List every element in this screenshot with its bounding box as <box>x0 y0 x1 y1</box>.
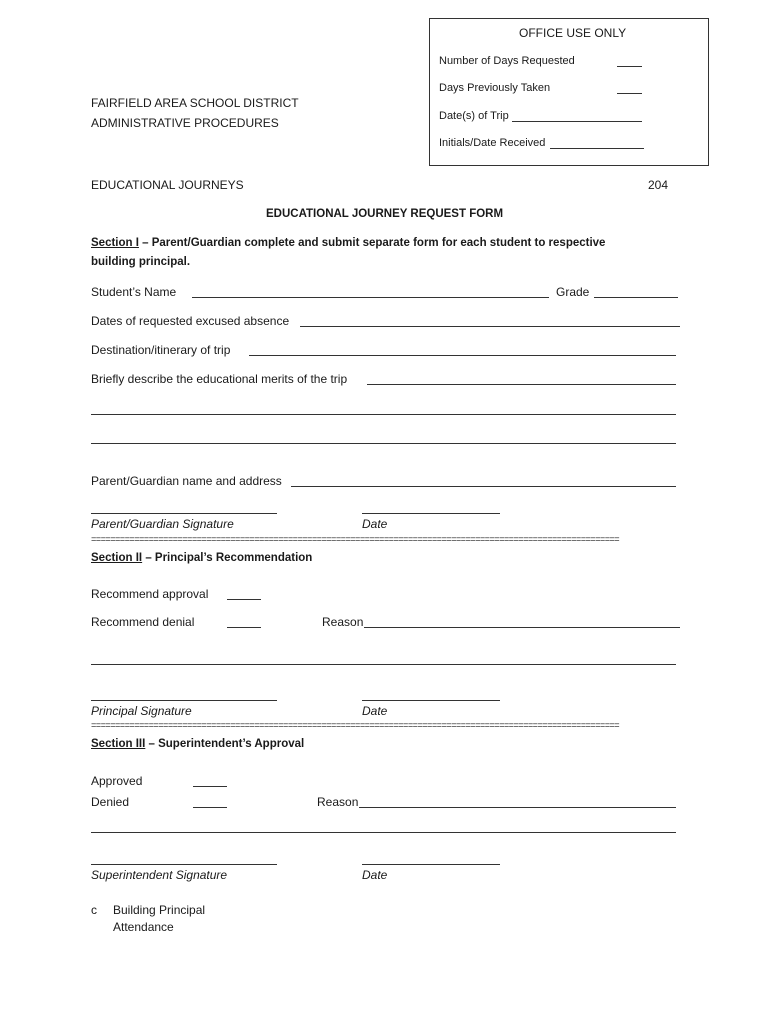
recommend-approval-label: Recommend approval <box>91 587 209 601</box>
section-divider-1: ============================================================================================================== <box>91 536 620 545</box>
procedures-title: ADMINISTRATIVE PROCEDURES <box>91 116 279 130</box>
denied-label: Denied <box>91 795 130 809</box>
superintendent-signature-field[interactable] <box>91 864 277 865</box>
absence-dates-field[interactable] <box>300 326 680 327</box>
parent-name-label: Parent/Guardian name and address <box>91 474 282 488</box>
initials-label: Initials/Date Received <box>439 137 546 149</box>
parent-date-field[interactable] <box>362 513 500 514</box>
parent-signature-field[interactable] <box>91 513 277 514</box>
days-taken-field[interactable] <box>617 93 642 94</box>
cc-attendance: Attendance <box>113 920 174 934</box>
section1-instruction: Section I – Parent/Guardian complete and submit separate form for each student to respective <box>91 237 606 249</box>
office-use-title: OFFICE USE ONLY <box>519 26 627 40</box>
superintendent-reason-label: Reason <box>317 795 359 809</box>
cc-marker: c <box>91 903 97 917</box>
denied-field[interactable] <box>193 807 227 808</box>
merits-field-line-3[interactable] <box>91 443 676 444</box>
principal-date-field[interactable] <box>362 700 500 701</box>
absence-dates-label: Dates of requested excused absence <box>91 314 290 328</box>
approved-label: Approved <box>91 774 143 788</box>
form-title: EDUCATIONAL JOURNEY REQUEST FORM <box>266 208 504 220</box>
superintendent-reason-field[interactable] <box>359 807 676 808</box>
recommend-denial-field[interactable] <box>227 627 261 628</box>
trip-dates-label: Date(s) of Trip <box>439 110 509 122</box>
parent-name-field[interactable] <box>291 486 676 487</box>
section3-heading: Section III <box>91 738 146 750</box>
days-requested-field[interactable] <box>617 66 642 67</box>
days-taken-label: Days Previously Taken <box>439 82 551 94</box>
section1-heading: Section I <box>91 237 139 249</box>
section2-heading: Section II <box>91 552 143 564</box>
superintendent-signature-label: Superintendent Signature <box>91 868 228 882</box>
initials-field[interactable] <box>550 148 644 149</box>
recommend-approval-field[interactable] <box>227 599 261 600</box>
section-name: EDUCATIONAL JOURNEYS <box>91 178 244 192</box>
recommend-denial-label: Recommend denial <box>91 615 195 629</box>
grade-label: Grade <box>556 285 590 299</box>
section3-title: Section III – Superintendent’s Approval <box>91 738 305 750</box>
grade-field[interactable] <box>594 297 678 298</box>
trip-dates-field[interactable] <box>512 121 642 122</box>
superintendent-date-field[interactable] <box>362 864 500 865</box>
principal-reason-field[interactable] <box>364 627 680 628</box>
principal-reason-label: Reason <box>322 615 364 629</box>
parent-signature-label: Parent/Guardian Signature <box>91 517 234 531</box>
parent-date-label: Date <box>362 517 388 531</box>
section-divider-2: ============================================================================================================== <box>91 722 620 731</box>
superintendent-reason-line-2[interactable] <box>91 832 676 833</box>
principal-signature-label: Principal Signature <box>91 704 192 718</box>
section2-title: Section II – Principal’s Recommendation <box>91 552 313 564</box>
principal-reason-line-2[interactable] <box>91 664 676 665</box>
merits-field-line-2[interactable] <box>91 414 676 415</box>
destination-label: Destination/itinerary of trip <box>91 343 231 357</box>
principal-date-label: Date <box>362 704 388 718</box>
days-requested-label: Number of Days Requested <box>439 55 575 67</box>
merits-field[interactable] <box>367 384 676 385</box>
policy-code: 204 <box>648 178 669 192</box>
destination-field[interactable] <box>249 355 676 356</box>
student-name-label: Student’s Name <box>91 285 177 299</box>
cc-building-principal: Building Principal <box>113 903 206 917</box>
superintendent-date-label: Date <box>362 868 388 882</box>
student-name-field[interactable] <box>192 297 549 298</box>
approved-field[interactable] <box>193 786 227 787</box>
section1-instruction-cont: building principal. <box>91 256 191 268</box>
principal-signature-field[interactable] <box>91 700 277 701</box>
district-name: FAIRFIELD AREA SCHOOL DISTRICT <box>91 96 299 110</box>
merits-label: Briefly describe the educational merits of the trip <box>91 372 348 386</box>
